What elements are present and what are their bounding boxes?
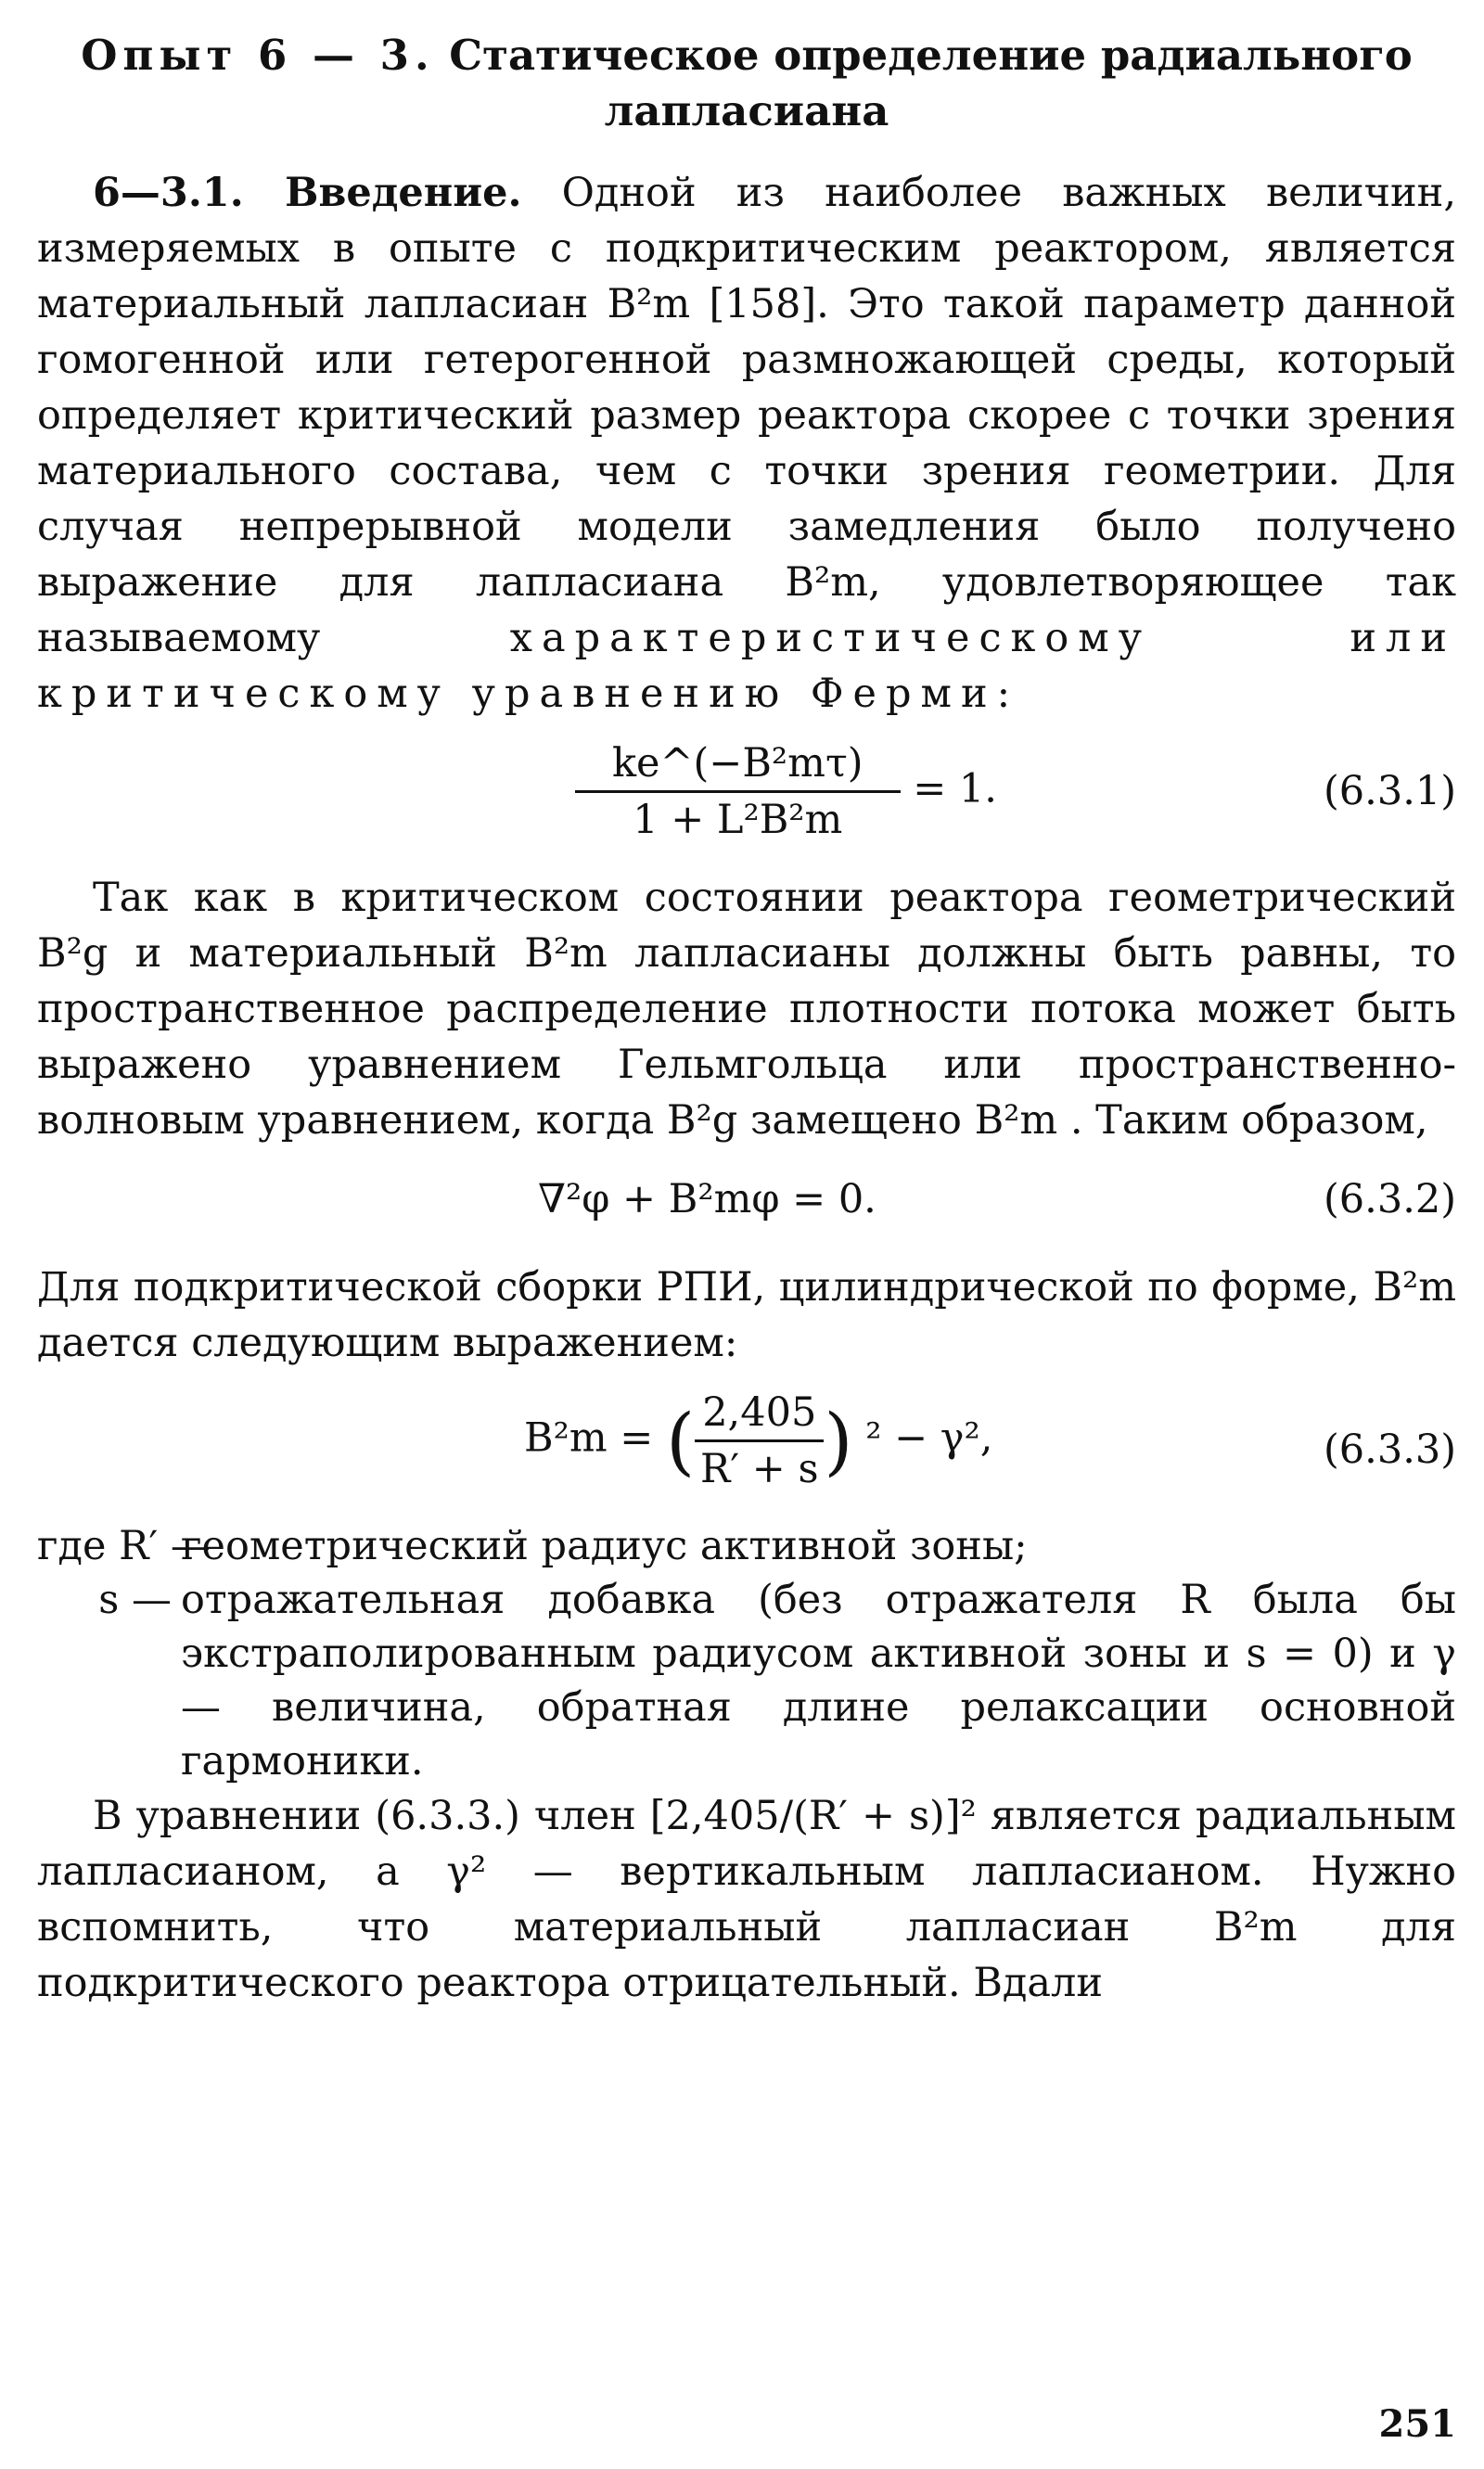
paragraph-intro [37, 165, 1456, 722]
eq2-number: (6.3.2) [1324, 1176, 1456, 1222]
intro-text: Одной из наиболее важных величин, измеряемых в опыте с подкритическим реактором, является материальный лапласиан B²m [158]. Это такой параметр данной гомогенной или гетерогенной размножающей среды, который определяет критический размер реактора скорее с точки зрения материального состава, чем с точки зрения геометрии. Для случая непрерывной модели замедления было получено выражение для лапласиана B²m, удовлетворяющее так называемому [37, 170, 1456, 661]
eq3-number: (6.3.3) [1324, 1426, 1456, 1473]
eq3-tail: ² − γ², [865, 1414, 993, 1462]
page-body [37, 28, 1456, 2011]
definition-label: где R′ — [37, 1523, 211, 1569]
equation-6-3-3 [37, 1380, 1456, 1519]
experiment-label: Опыт 6 — 3. [81, 31, 435, 80]
experiment-title: Статическое определение радиального лапласиана [449, 31, 1413, 135]
eq3-denominator: R′ + s [699, 1446, 819, 1492]
eq1-rhs: = 1. [913, 765, 997, 812]
eq3-fraction [695, 1389, 824, 1492]
definition-label: s — [98, 1577, 172, 1623]
equation-6-3-1 [37, 731, 1456, 870]
equation-6-3-2 [37, 1167, 1456, 1260]
eq1-fraction [575, 740, 901, 843]
subsection-number: 6—3.1. Введение. [93, 170, 522, 216]
eq1-denominator: 1 + L²B²m [633, 797, 843, 843]
eq3-left-paren: ( [665, 1398, 696, 1484]
intro-spaced-text: характеристическому или критическому уравнению Ферми: [37, 615, 1456, 717]
definition-text: отражательная добавка (без отражателя R была бы экстраполированным радиусом активной зоны и s = 0) и γ — величина, обратная длине релаксации основной гармоники. [181, 1577, 1456, 1785]
paragraph-radial-laplacian: В уравнении (6.3.3.) член [2,405/(R′ + s)]² является радиальным лапласианом, а γ² — вертикальным лапласианом. Нужно вспомнить, что материальный лапласиан B²m для подкритического реактора отрицательный. Вдали [37, 1793, 1456, 2006]
eq1-numerator: ke^(−B²mτ) [575, 740, 901, 793]
eq2-expression: ∇²φ + B²mφ = 0. [538, 1176, 876, 1222]
definition-item [37, 1519, 1456, 1573]
section-title [37, 28, 1456, 139]
eq1-number: (6.3.1) [1324, 768, 1456, 814]
paragraph-helmholtz: Так как в критическом состоянии реактора геометрический B²g и материальный B²m лапласианы должны быть равны, то пространственное распределение плотности потока может быть выражено уравнением Гельмгольца или пространственно-волновым уравнением, когда B²g замещено B²m . Таким образом, [37, 875, 1456, 1144]
page-number: 251 [1378, 2402, 1456, 2446]
paragraph-rpi: Для подкритической сборки РПИ, цилиндрической по форме, B²m дается следующим выражением: [37, 1264, 1456, 1366]
definition-text: геометрический радиус активной зоны; [181, 1523, 1028, 1569]
eq3-numerator: 2,405 [695, 1389, 824, 1442]
eq3-lhs: B²m = [524, 1414, 654, 1462]
definition-item [37, 1573, 1456, 1788]
eq3-right-paren: ) [824, 1398, 853, 1484]
definitions-list [37, 1519, 1456, 1788]
